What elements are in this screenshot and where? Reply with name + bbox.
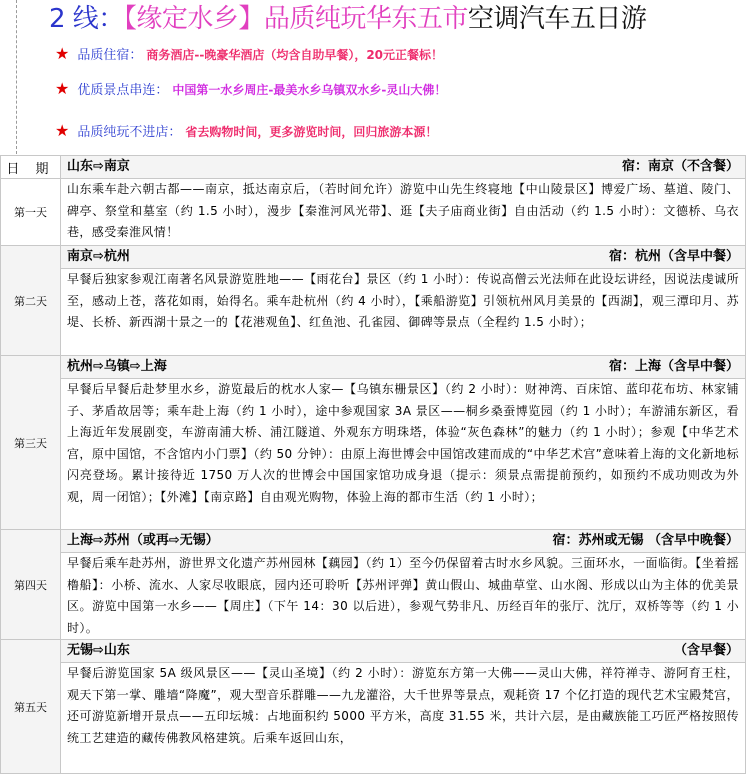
feature-text: 中国第一水乡周庄-最美水乡乌镇双水乡-灵山大佛！ <box>172 83 447 97</box>
description-cell <box>61 663 746 774</box>
feature-text: 省去购物时间，更多游览时间，回归旅游本源！ <box>185 125 438 139</box>
stay-text: （含早餐） <box>673 643 739 658</box>
day-description: 早餐后早餐后赴梦里水乡，游览最后的枕水人家—【乌镇东栅景区】（约 2 小时）：财神湾、百床馆、蓝印花布坊、林家铺子、茅盾故居等；乘车赴上海（约 1 小时），途中参观国家 3A 景区——桐乡桑蚕博览园（约 1 小时）；车游浦东新区，看上海近年发展剧变，车游南浦大桥、浦江隧道、外观东方明珠塔，体验“灰色森林”的魅力（约 1 小时）；参观【中华艺术宫，原中国馆，不含馆内小门票】（约 50 分钟）：由原上海世博会中国馆改建而成的“中华艺术宫”意味着上海的文化新地标闪亮登场。累计接待近 1750 万人次的世博会中国国家馆功成身退（提示：须景点需提前预约，如预约不成功则改为外观，周一闭馆）；【外滩】【南京路】自由观光购物，体验上海的都市生活（约 1 小时）； <box>67 382 739 504</box>
table-row <box>1 269 746 356</box>
itinerary-table <box>0 155 746 774</box>
description-cell <box>61 179 746 246</box>
stay-text: 宿：杭州（含早中餐） <box>608 249 739 264</box>
route-text: 山东⇨南京 <box>67 159 130 174</box>
table-row <box>1 179 746 246</box>
feature-label: 品质住宿： <box>77 48 143 63</box>
day-label: 第五天 <box>1 640 61 774</box>
table-row <box>1 553 746 640</box>
header-panel <box>16 0 743 154</box>
day-description: 早餐后乘车赴苏州，游世界文化遗产苏州园林【藕园】（约 1）至今仍保留着古时水乡风貌。三面环水，一面临街。【坐着摇橹船】：小桥、流水、人家尽收眼底，园内还可聆听【苏州评弹】黄山假山、城曲草堂、山水阁、形成以山为主体的优美景区。游览中国第一水乡——【周庄】（下午 14：30 以后进），参观气势非凡、历经百年的张厅、沈厅，双桥等等（约 1 小时）。 <box>67 556 739 635</box>
table-row <box>1 156 746 179</box>
stay-text: 宿：上海（含早中餐） <box>608 359 739 374</box>
day-label: 第二天 <box>1 246 61 356</box>
table-row <box>1 356 746 379</box>
feature-item-sights <box>55 79 446 98</box>
day-description: 山东乘车赴六朝古都——南京，抵达南京后，（若时间允许）游览中山先生终寝地【中山陵景区】博爱广场、墓道、陵门、碑亭、祭堂和墓室（约 1.5 小时），漫步【秦淮河风光带】、逛【夫子庙商业街】自由活动（约 1.5 小时）：文德桥、乌衣巷，感受秦淮风情！ <box>67 182 739 239</box>
table-row <box>1 530 746 553</box>
feature-label: 优质景点串连： <box>77 83 169 98</box>
day-label: 第三天 <box>1 356 61 530</box>
route-cell <box>61 640 746 663</box>
title-suffix: 空调汽车五日游 <box>467 4 647 34</box>
feature-label: 品质纯玩不进店： <box>77 125 182 140</box>
route-text: 南京⇨杭州 <box>67 249 130 264</box>
day-description: 早餐后游览国家 5A 级风景区——【灵山圣境】（约 2 小时）：游览东方第一大佛——灵山大佛，祥符禅寺、游阿育王柱，观天下第一掌、雕墙“降魔”，观大型音乐群雕——九龙灌浴，大千世界等景点，观耗资 17 个亿打造的现代艺术宝殿梵宫，还可游览新增开景点——五印坛城：占地面积约 5000 平方米，高度 31.55 米，共计六层，是由藏族能工巧匠严格按照传统工艺建造的藏传佛教风格建筑。后乘车返回山东， <box>67 666 739 745</box>
route-cell <box>61 246 746 269</box>
star-icon: ★ <box>55 79 70 98</box>
table-row <box>1 663 746 774</box>
description-cell <box>61 553 746 640</box>
route-cell <box>61 156 746 179</box>
feature-item-no-shopping <box>55 121 437 140</box>
feature-text: 商务酒店--晚豪华酒店（均含自助早餐），20元正餐标！ <box>146 48 444 62</box>
day-label: 第四天 <box>1 530 61 640</box>
table-row <box>1 640 746 663</box>
star-icon: ★ <box>55 121 70 140</box>
stay-text: 宿：苏州或无锡 （含早中晚餐） <box>552 533 739 548</box>
route-text: 无锡⇨山东 <box>67 643 130 658</box>
route-text: 杭州⇨乌镇⇨上海 <box>67 359 167 374</box>
table-row <box>1 246 746 269</box>
description-cell <box>61 379 746 530</box>
page-title <box>49 2 646 36</box>
stay-text: 宿：南京（不含餐） <box>621 159 739 174</box>
route-text: 上海⇨苏州（或再⇨无锡） <box>67 533 219 548</box>
day-label: 第一天 <box>1 179 61 246</box>
title-brand: 【缘定水乡】品质纯玩华东五市 <box>123 4 468 34</box>
table-row <box>1 379 746 530</box>
route-cell <box>61 356 746 379</box>
day-description: 早餐后独家参观江南著名风景游览胜地——【雨花台】景区（约 1 小时）：传说高僧云光法师在此设坛讲经，因说法虔诚所至，感动上苍，落花如雨，始得名。乘车赴杭州（约 4 小时），【乘船游览】引领杭州风月美景的【西湖】，观三潭印月、苏堤、长桥、新西湖十景之一的【花港观鱼】、红鱼池、孔雀园、御碑等景点（全程约 1.5 小时）； <box>67 272 739 329</box>
feature-item-lodging <box>55 44 443 63</box>
star-icon: ★ <box>55 44 70 63</box>
day-column-header: 日 期 <box>1 156 61 179</box>
title-prefix: 2 线： <box>49 4 124 34</box>
route-cell <box>61 530 746 553</box>
description-cell <box>61 269 746 356</box>
